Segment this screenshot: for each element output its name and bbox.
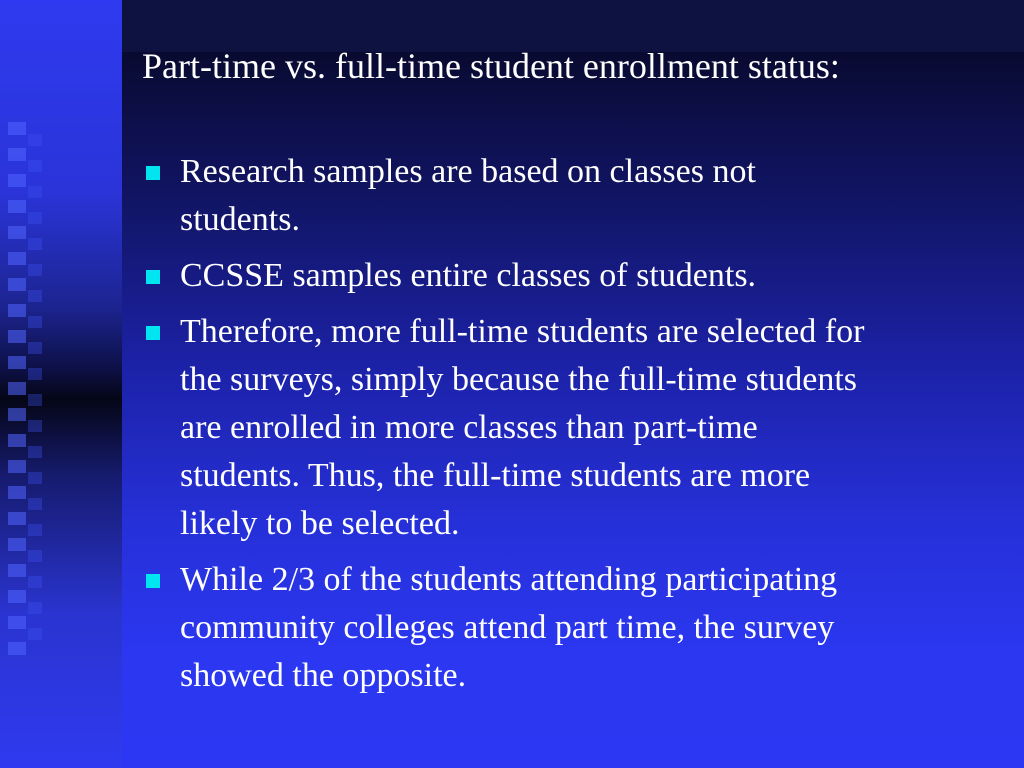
bullet-list — [142, 148, 1002, 708]
bullet-item — [142, 148, 1002, 244]
bullet-text: While 2/3 of the students attending participating community colleges attend part time, the survey showed the opposite. — [180, 561, 838, 694]
bullet-text: CCSSE samples entire classes of students. — [180, 257, 757, 294]
bullet-item — [142, 556, 1002, 700]
bullet-text: Therefore, more full-time students are selected for the surveys, simply because the full-time students are enrolled in more classes than part-time students. Thus, the full-time students are more likely to be selected. — [180, 313, 865, 542]
square-bullet-icon — [146, 326, 160, 340]
decorative-square-column — [8, 122, 26, 662]
bullet-item — [142, 308, 1002, 548]
square-bullet-icon — [146, 270, 160, 284]
bullet-text: Research samples are based on classes not students. — [180, 153, 756, 238]
decorative-square-column-secondary — [28, 134, 42, 654]
square-bullet-icon — [146, 574, 160, 588]
square-bullet-icon — [146, 166, 160, 180]
slide-title: Part-time vs. full-time student enrollment status: — [142, 46, 840, 86]
left-decorative-strip — [0, 0, 122, 768]
bullet-item — [142, 252, 1002, 300]
